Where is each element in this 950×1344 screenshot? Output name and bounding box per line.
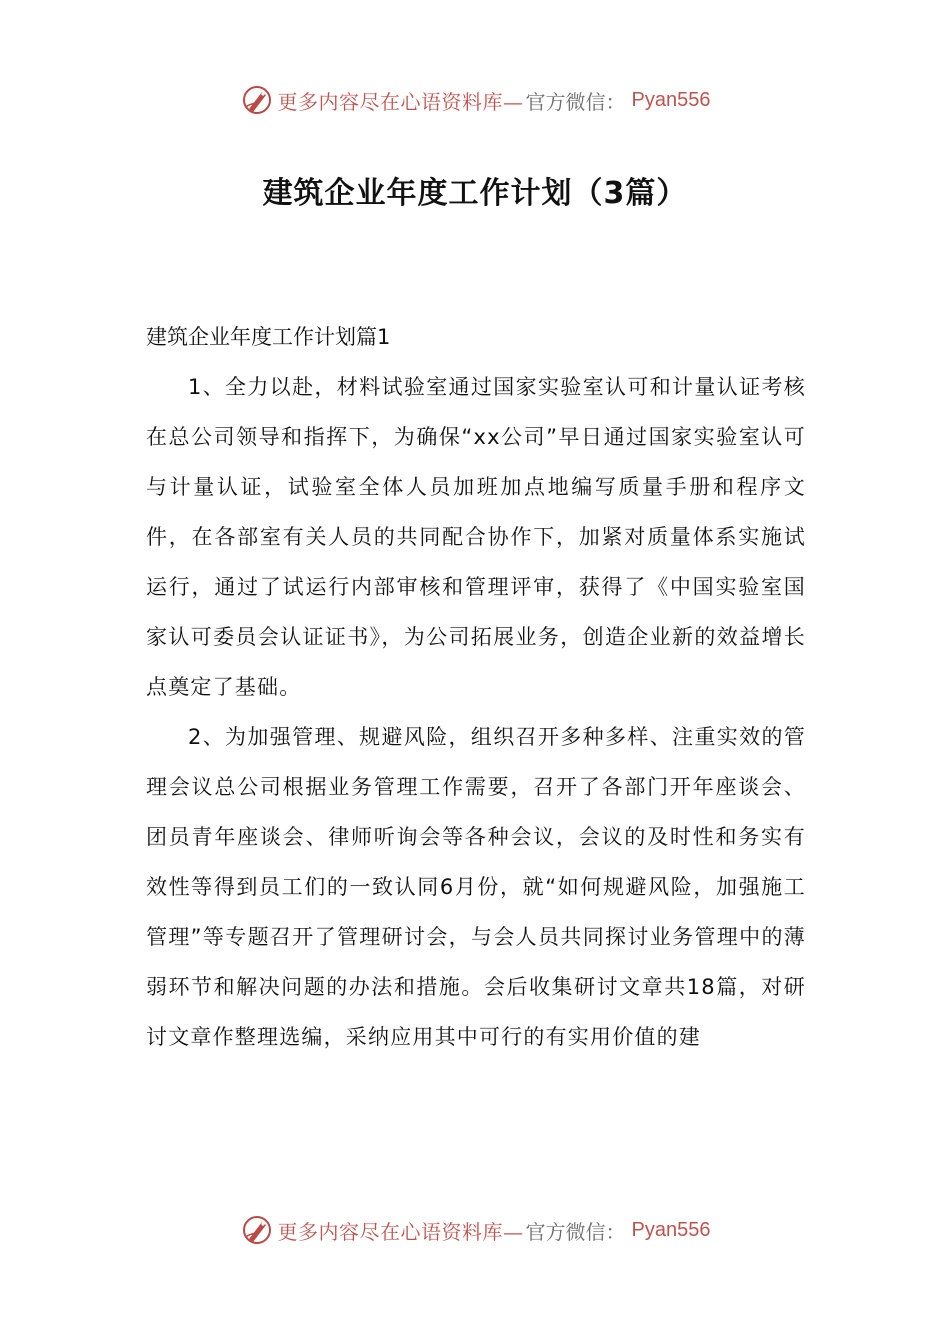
section-heading: 建筑企业年度工作计划篇1 — [146, 325, 391, 349]
body-paragraph-1: 1、全力以赴，材料试验室通过国家实验室认可和计量认证考核在总公司领导和指挥下，为确保“xx公司”早日通过国家实验室认可与计量认证，试验室全体人员加班加点地编写质量手册和程序文件，在各部室有关人员的共同配合协作下，加紧对质量体系实施试运行，通过了试运行内部审核和管理评审，获得了《中国实验室国家认可委员会认证证书》，为公司拓展业务，创造企业新的效益增长点奠定了基础。 — [146, 375, 806, 699]
watermark-wechat-id: Pyan556 — [631, 88, 711, 111]
header-watermark-banner — [0, 80, 950, 120]
document-body — [146, 312, 806, 1062]
watermark-wechat-label: 官方微信： — [525, 1219, 626, 1244]
pen-nib-logo-icon — [240, 1213, 274, 1247]
body-paragraph-2: 2、为加强管理、规避风险，组织召开多种多样、注重实效的管理会议总公司根据业务管理工作需要，召开了各部门开年座谈会、团员青年座谈会、律师听询会等各种会议，会议的及时性和务实有效性等得到员工们的一致认同6月份，就“如何规避风险，加强施工管理”等专题召开了管理研讨会，与会人员共同探讨业务管理中的薄弱环节和解决问题的办法和措施。会后收集研讨文章共18篇，对研讨文章作整理选编，采纳应用其中可行的有实用价值的建 — [146, 725, 806, 1049]
footer-watermark-banner — [0, 1210, 950, 1250]
watermark-wechat-label: 官方微信： — [525, 89, 626, 114]
document-title: 建筑企业年度工作计划（3篇） — [262, 176, 688, 211]
watermark-wechat-id: Pyan556 — [631, 1218, 711, 1241]
watermark-brand-text: 更多内容尽在心语资料库— — [277, 89, 524, 114]
pen-nib-logo-icon — [240, 83, 274, 117]
watermark-brand-text: 更多内容尽在心语资料库— — [277, 1219, 524, 1244]
